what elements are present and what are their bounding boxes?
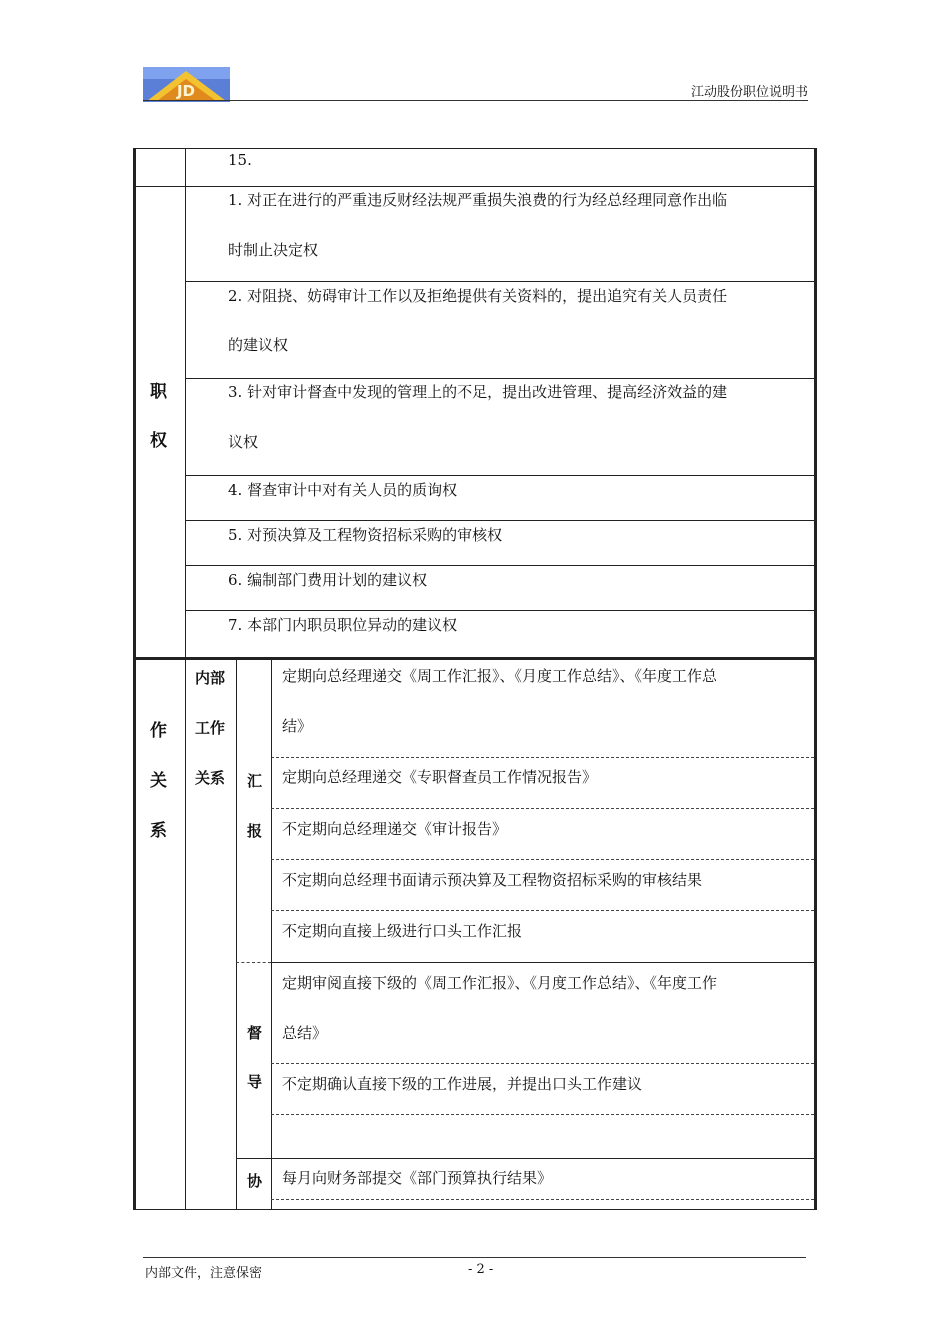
header-divider — [143, 100, 808, 101]
report-item-cont: 结》 — [282, 717, 313, 735]
authority-item-cont: 时制止决定权 — [228, 241, 319, 259]
footer-confidential: 内部文件，注意保密 — [145, 1266, 263, 1281]
logo-text: JD — [176, 82, 196, 100]
supervise-label-char: 导 — [247, 1073, 263, 1091]
coordinate-label: 协 — [247, 1172, 263, 1190]
supervise-item: 定期审阅直接下级的《周工作汇报》、《月度工作总结》、《年度工作 — [282, 974, 718, 992]
internal-label: 内部 — [195, 669, 226, 687]
authority-heading-char: 职 — [150, 382, 167, 402]
supervise-item: 不定期确认直接下级的工作进展，并提出口头工作建议 — [282, 1075, 643, 1093]
report-label-char: 汇 — [247, 772, 263, 790]
footer-divider — [143, 1257, 806, 1258]
internal-label: 关系 — [195, 769, 226, 787]
page-number: - 2 - — [468, 1262, 494, 1277]
authority-item: 6. 编制部门费用计划的建议权 — [228, 571, 428, 589]
authority-item: 4. 督查审计中对有关人员的质询权 — [228, 481, 458, 499]
previous-item: 15. — [228, 151, 252, 169]
report-item: 不定期向总经理递交《审计报告》 — [282, 820, 508, 838]
report-item: 定期向总经理递交《专职督查员工作情况报告》 — [282, 768, 598, 786]
authority-item-cont: 的建议权 — [228, 336, 289, 354]
authority-item: 5. 对预决算及工程物资招标采购的审核权 — [228, 526, 503, 544]
report-item: 不定期向总经理书面请示预决算及工程物资招标采购的审核结果 — [282, 871, 703, 889]
relations-heading-char: 关 — [150, 771, 167, 791]
report-label-char: 报 — [247, 822, 263, 840]
relations-heading-char: 作 — [150, 721, 167, 741]
company-logo — [143, 67, 230, 102]
report-item: 不定期向直接上级进行口头工作汇报 — [282, 922, 523, 940]
authority-heading-char: 权 — [150, 431, 167, 451]
supervise-item-cont: 总结》 — [282, 1024, 328, 1042]
document-title: 江动股份职位说明书 — [690, 85, 808, 100]
authority-item: 1. 对正在进行的严重违反财经法规严重损失浪费的行为经总经理同意作出临 — [228, 191, 728, 209]
coordinate-item: 每月向财务部提交《部门预算执行结果》 — [282, 1169, 553, 1187]
authority-item: 3. 针对审计督查中发现的管理上的不足，提出改进管理、提高经济效益的建 — [228, 383, 728, 401]
supervise-label-char: 督 — [247, 1024, 263, 1042]
authority-item-cont: 议权 — [228, 433, 259, 451]
report-item: 定期向总经理递交《周工作汇报》、《月度工作总结》、《年度工作总 — [282, 667, 718, 685]
relations-heading-char: 系 — [150, 821, 167, 841]
internal-label: 工作 — [195, 719, 226, 737]
authority-item: 2. 对阻挠、妨碍审计工作以及拒绝提供有关资料的，提出追究有关人员责任 — [228, 287, 728, 305]
authority-item: 7. 本部门内职员职位异动的建议权 — [228, 616, 458, 634]
